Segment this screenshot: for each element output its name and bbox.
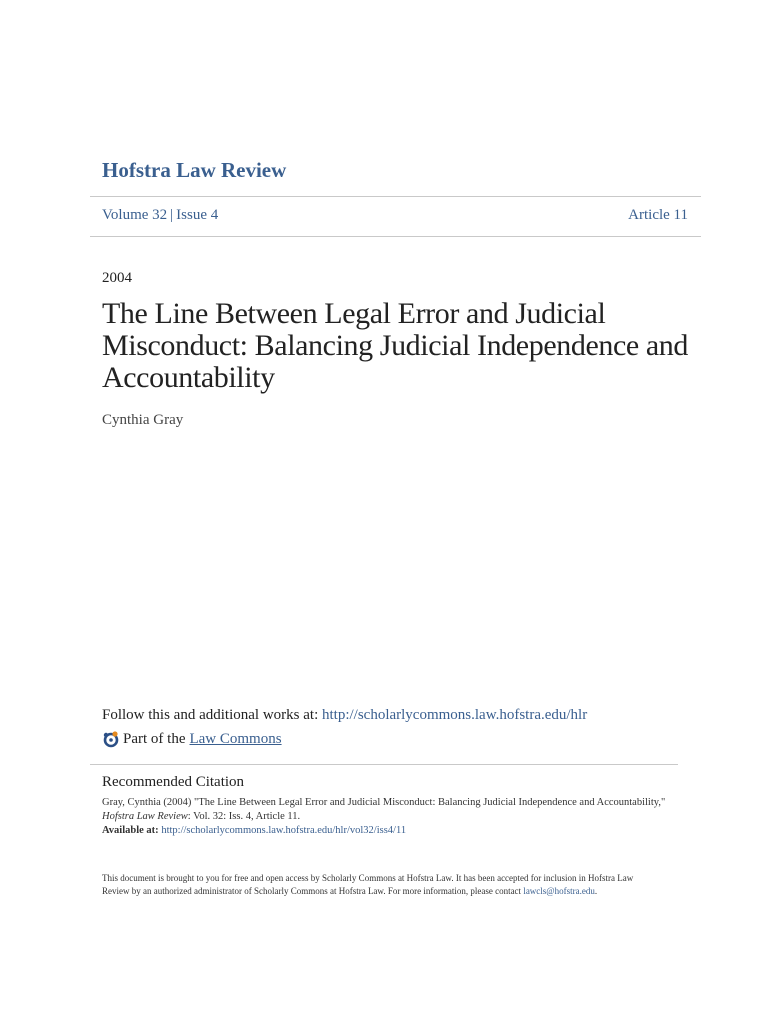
publication-year: 2004 [102, 270, 132, 286]
volume-link[interactable]: Volume 32 [102, 207, 168, 223]
follow-line [102, 707, 587, 724]
network-icon [102, 730, 120, 748]
follow-url-link[interactable]: http://scholarlycommons.law.hofstra.edu/hlr [321, 707, 588, 723]
citation-url-link[interactable]: http://scholarlycommons.law.hofstra.edu/hlr/vol32/iss4/11 [161, 825, 407, 836]
header-divider-top [90, 196, 701, 197]
issue-link[interactable]: Issue 4 [176, 207, 219, 223]
follow-prefix: Follow this and additional works at: [102, 707, 322, 723]
citation-line-1: Gray, Cynthia (2004) "The Line Between Legal Error and Judicial Misconduct: Balancing Judicial Independence and Accountability," [102, 797, 666, 808]
part-of-prefix: Part of the [123, 730, 186, 747]
available-at-label: Available at: [102, 825, 162, 836]
article-title: The Line Between Legal Error and Judicial Misconduct: Balancing Judicial Independence and Accountability [102, 297, 689, 394]
access-notice [102, 872, 662, 898]
law-commons-link[interactable]: Law Commons [189, 730, 282, 747]
citation-divider [90, 764, 678, 765]
volume-issue-line [102, 207, 218, 224]
citation-volume-details: : Vol. 32: Iss. 4, Article 11. [187, 811, 301, 822]
journal-title[interactable]: Hofstra Law Review [102, 158, 287, 182]
contact-email-link[interactable]: lawcls@hofstra.edu [523, 886, 595, 896]
volume-issue-separator: | [170, 207, 174, 223]
access-notice-text: This document is brought to you for free and open access by Scholarly Commons at Hofstra Law. It has been accepted for inclusion in Hofstra Law Review by an authorized administrator of Scholarly Commons at Hofstra Law. For more information, please contact [102, 873, 634, 896]
recommended-citation-heading: Recommended Citation [102, 774, 245, 790]
article-number-link[interactable]: Article 11 [628, 207, 688, 223]
part-of-line [102, 730, 282, 748]
access-notice-end: . [594, 886, 598, 896]
author-name: Cynthia Gray [102, 412, 184, 428]
header-divider-bottom [90, 236, 701, 237]
citation-text [102, 796, 682, 838]
citation-journal: Hofstra Law Review [102, 811, 188, 822]
